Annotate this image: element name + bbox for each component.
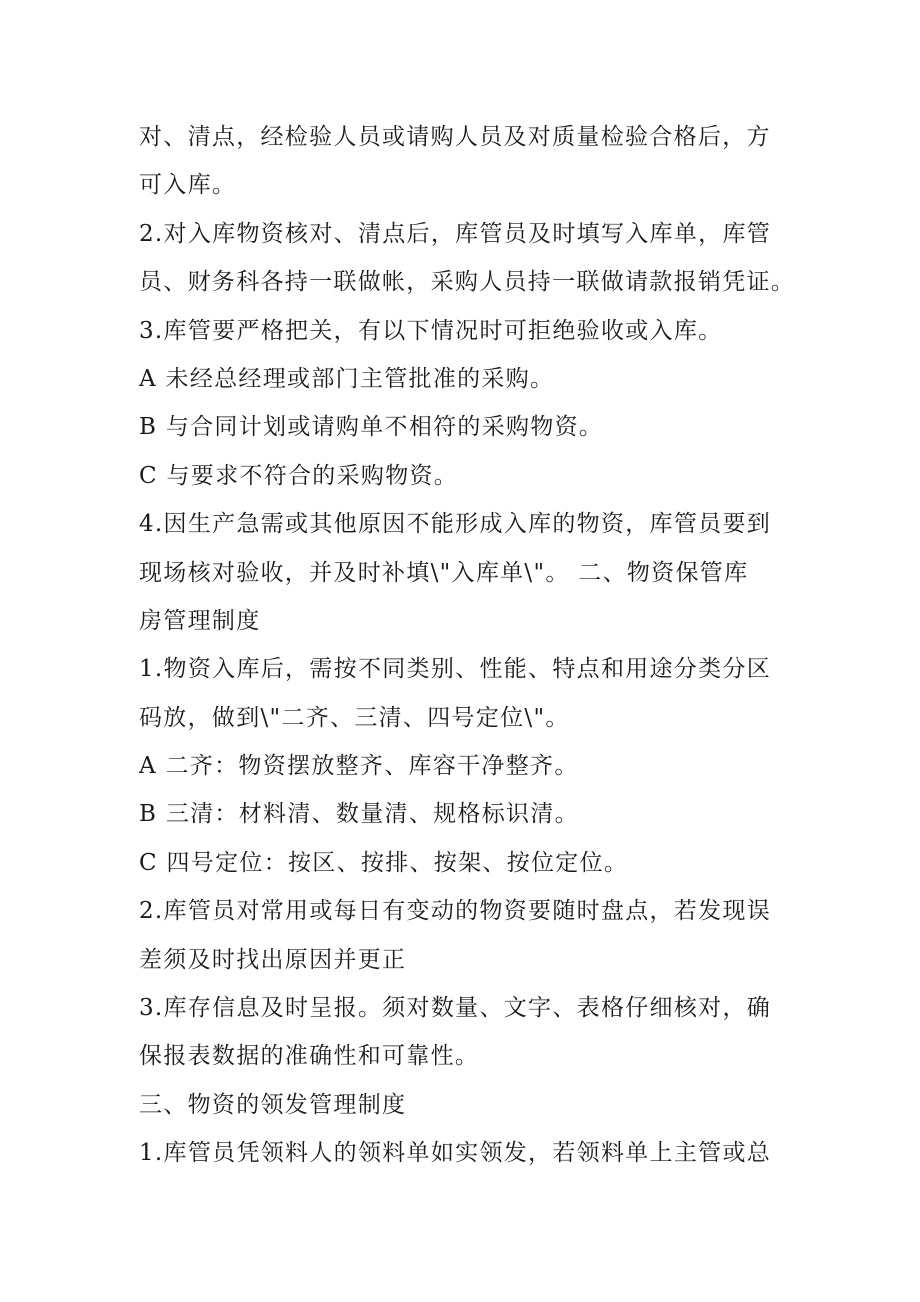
text-line: C 四号定位：按区、按排、按架、按位定位。 [139, 849, 629, 876]
text-line: 可入库。 [139, 172, 237, 199]
text-line: 保报表数据的准确性和可靠性。 [139, 1043, 480, 1070]
text-line: 员、财务科各持一联做帐，采购人员持一联做请款报销凭证。 [139, 269, 796, 296]
section-heading: 三、物资的领发管理制度 [139, 1091, 407, 1118]
text-line: 1.库管员凭领料人的领料单如实领发，若领料单上主管或总 [139, 1140, 772, 1167]
text-line: 4.因生产急需或其他原因不能形成入库的物资，库管员要到 [139, 511, 772, 538]
text-line: 码放，做到\"二齐、三清、四号定位\"。 [139, 704, 570, 731]
text-line: A 未经总经理或部门主管批准的采购。 [139, 365, 555, 392]
text-line: 差须及时找出原因并更正 [139, 946, 407, 973]
text-line: 3.库管要严格把关，有以下情况时可拒绝验收或入库。 [139, 317, 723, 344]
section-heading: 房管理制度 [139, 607, 261, 634]
document-body [139, 113, 796, 1178]
text-line: A 二齐：物资摆放整齐、库容干净整齐。 [139, 753, 579, 780]
text-line: 对、清点，经检验人员或请购人员及对质量检验合格后，方 [139, 124, 771, 150]
text-line: 现场核对验收，并及时补填\"入库单\"。 二、物资保管库 [139, 559, 749, 586]
text-line: 2.库管员对常用或每日有变动的物资要随时盘点，若发现误 [139, 898, 772, 925]
text-line: B 三清：材料清、数量清、规格标识清。 [139, 801, 579, 828]
text-line: B 与合同计划或请购单不相符的采购物资。 [139, 414, 604, 441]
text-line: 2.对入库物资核对、清点后，库管员及时填写入库单，库管 [139, 220, 772, 247]
text-line: 1.物资入库后，需按不同类别、性能、特点和用途分类分区 [139, 656, 772, 683]
text-line: 3.库存信息及时呈报。须对数量、文字、表格仔细核对，确 [139, 995, 772, 1022]
text-line: C 与要求不符合的采购物资。 [139, 462, 459, 489]
